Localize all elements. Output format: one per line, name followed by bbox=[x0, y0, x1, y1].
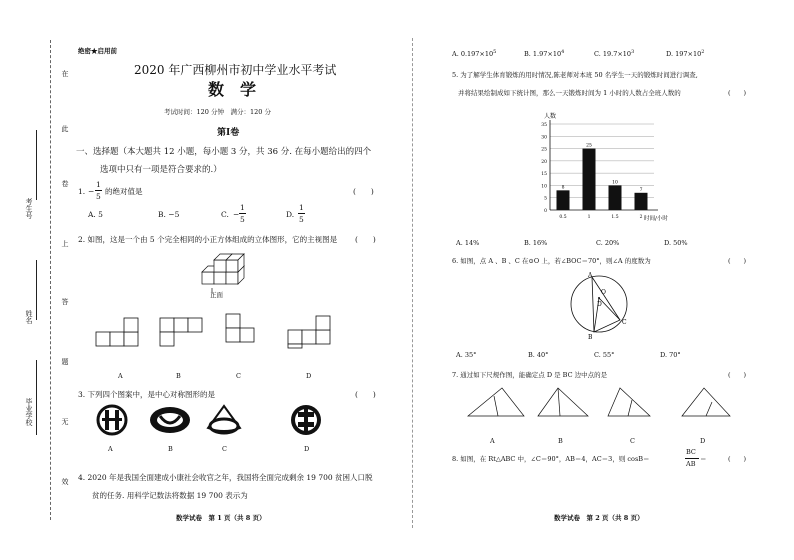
chart-xlabel: 时间/小时 bbox=[644, 216, 668, 222]
chart-ylabel: 人数 bbox=[544, 113, 557, 120]
q4-option-d[interactable]: D. $197\times 10^2$ bbox=[666, 49, 705, 59]
q5-option-d[interactable]: D. 50% bbox=[664, 239, 688, 247]
q1-frac-num: 1 bbox=[96, 180, 101, 189]
q5-option-c[interactable]: C. 20% bbox=[596, 239, 620, 247]
page-divider bbox=[412, 38, 413, 528]
section-heading-cont: 选项中只有一项是符合要求的.） bbox=[100, 165, 222, 175]
q4-options bbox=[452, 46, 752, 60]
q2-option-d[interactable]: D bbox=[306, 372, 312, 380]
cube-solid-figure bbox=[190, 250, 270, 298]
seal-char: 在 bbox=[61, 70, 69, 77]
q4-option-a[interactable]: A. $0.197\times 10^5$ bbox=[452, 49, 497, 59]
name-field[interactable] bbox=[36, 260, 37, 320]
question-5-text-cont: 并将结果绘制成如下统计图，那么一天锻炼时间为 1 小时的人数占全班人数的 bbox=[458, 89, 681, 97]
y-tick-label: 25 bbox=[541, 147, 547, 153]
question-1: 1. − 1 5 的绝对值是 ( ) A. 5 B. −5 C. − 1 5 D. 1 5 bbox=[78, 180, 374, 224]
answer-paren: ( ) bbox=[353, 187, 374, 196]
q2-option-a[interactable]: A bbox=[118, 372, 123, 380]
q7-option-a[interactable]: A bbox=[490, 437, 495, 445]
q3-option-c[interactable]: C bbox=[222, 445, 227, 453]
volume-title: 第Ⅰ卷 bbox=[217, 128, 240, 138]
symbol-b-icon bbox=[150, 407, 190, 433]
q7-option-b[interactable]: B bbox=[558, 437, 563, 445]
binding-line bbox=[50, 40, 51, 520]
bar bbox=[557, 190, 570, 210]
q5-option-b[interactable]: B. 16% bbox=[524, 239, 548, 247]
q7-option-c[interactable]: C bbox=[630, 437, 635, 445]
x-tick-label: 1 bbox=[587, 215, 591, 220]
seal-char: 上 bbox=[61, 240, 69, 247]
q5-option-a[interactable]: A. 14% bbox=[456, 239, 480, 247]
seal-char: 题 bbox=[61, 358, 69, 365]
answer-paren: ( ) bbox=[355, 390, 376, 399]
answer-paren: ( ) bbox=[355, 235, 376, 244]
question-4-text-cont: 贫的任务. 用科学记数法将数据 19 700 表示为 bbox=[92, 491, 248, 500]
y-tick-label: 30 bbox=[541, 135, 547, 141]
q4-option-c[interactable]: C. $19.7\times 10^3$ bbox=[594, 49, 635, 59]
section-heading: 一、选择题（本大题共 12 小题，每小题 3 分，共 36 分. 在每小题给出的四个 bbox=[76, 147, 372, 157]
q8-frac-den: AB bbox=[686, 460, 696, 468]
y-tick-label: 5 bbox=[544, 196, 547, 202]
question-8-text: 8. 如图，在 Rt△ABC 中，∠C＝90°，AB＝4，AC＝3，则 cosB＝ bbox=[452, 455, 650, 463]
symbol-d-icon bbox=[291, 405, 321, 435]
y-tick-label: 35 bbox=[541, 123, 547, 128]
q6-option-a[interactable]: A. 35° bbox=[456, 351, 477, 359]
option-d[interactable]: D. 1 5 bbox=[286, 203, 304, 224]
question-6-text: 6. 如图，点 A 、B 、C 在⊙O 上，若∠BOC＝70°，则∠A 的度数为 bbox=[452, 257, 651, 265]
q2-option-c[interactable]: C bbox=[236, 372, 241, 380]
symbol-a-icon bbox=[98, 406, 126, 434]
question-4-text: 4. 2020 年是我国全面建成小康社会收官之年，我国将全面完成剩余 19 700 贫困人口脱 bbox=[78, 473, 373, 482]
question-3-text: 3. 下列四个图案中，是中心对称图形的是 bbox=[78, 390, 216, 399]
q3-option-a[interactable]: A bbox=[108, 445, 113, 453]
answer-paren: ( ) bbox=[728, 455, 747, 463]
question-5-text: 5. 为了解学生体育锻炼的用时情况,陈老师对本班 50 名学生一天的锻炼时间进行调查, bbox=[452, 71, 698, 79]
question-7-text: 7. 通过如下尺规作图，能确定点 D 是 BC 边中点的是 bbox=[452, 371, 608, 379]
option-b[interactable]: B. −5 bbox=[158, 210, 180, 219]
y-tick-label: 20 bbox=[541, 159, 547, 165]
seal-char: 答 bbox=[61, 298, 69, 305]
school-field[interactable] bbox=[36, 360, 37, 435]
svg-text:C: C bbox=[622, 319, 627, 326]
seal-char: 此 bbox=[61, 125, 69, 132]
student-id-field[interactable] bbox=[36, 130, 37, 200]
bar-value-label: 8 bbox=[561, 185, 565, 191]
subject-title: 数 学 bbox=[208, 80, 257, 99]
bar bbox=[635, 193, 648, 210]
page-footer: 数学试卷 第 2 页（共 8 页） bbox=[554, 514, 644, 522]
svg-text:D: D bbox=[597, 301, 602, 308]
front-view-label: 正面 bbox=[210, 291, 223, 299]
q8-equals: ＝ bbox=[700, 455, 707, 463]
q3-option-d[interactable]: D bbox=[304, 445, 310, 453]
x-tick-label: 2 bbox=[639, 215, 643, 220]
q6-option-d[interactable]: D. 70° bbox=[660, 351, 681, 359]
exam-info: 考试时间：120 分钟 满分：120 分 bbox=[164, 108, 271, 116]
circle-geometry-figure bbox=[566, 270, 638, 340]
option-c[interactable]: C. − 1 5 bbox=[221, 203, 245, 224]
seal-char: 效 bbox=[61, 478, 69, 485]
svg-text:B: B bbox=[588, 334, 593, 340]
q4-option-b[interactable]: B. $1.97\times 10^4$ bbox=[524, 49, 565, 59]
x-tick-label: 0.5 bbox=[559, 215, 567, 220]
compass-construction-figures bbox=[460, 382, 740, 428]
page-footer: 数学试卷 第 1 页（共 8 页） bbox=[176, 514, 266, 522]
y-tick-label: 10 bbox=[541, 184, 547, 190]
q2-option-figures bbox=[94, 310, 394, 350]
bar-value-label: 7 bbox=[639, 187, 643, 193]
student-id-label: 考生号 bbox=[25, 198, 33, 219]
school-label: 毕业学校 bbox=[25, 398, 33, 426]
y-tick-label: 0 bbox=[544, 209, 547, 214]
bar-value-label: 25 bbox=[586, 143, 592, 149]
answer-paren: ( ) bbox=[728, 257, 747, 265]
seal-char: 无 bbox=[61, 418, 69, 425]
q7-option-d[interactable]: D bbox=[700, 437, 706, 445]
svg-text:A: A bbox=[588, 272, 593, 279]
name-label: 姓名 bbox=[25, 310, 33, 324]
y-tick-label: 15 bbox=[541, 172, 547, 178]
exam-title: 2020 年广西柳州市初中学业水平考试 bbox=[134, 63, 337, 77]
x-tick-label: 1.5 bbox=[611, 215, 619, 220]
bar bbox=[609, 185, 622, 210]
q3-option-b[interactable]: B bbox=[168, 445, 173, 453]
secret-mark: 绝密★启用前 bbox=[78, 47, 117, 55]
fraction-bar bbox=[685, 458, 699, 459]
exercise-time-bar-chart bbox=[532, 106, 682, 230]
q8-frac-num: BC bbox=[686, 448, 696, 456]
q6-option-b[interactable]: B. 40° bbox=[528, 351, 549, 359]
q1-frac-den: 5 bbox=[96, 192, 101, 201]
seal-char: 卷 bbox=[61, 180, 69, 187]
question-2-text: 2. 如图，这是一个由 5 个完全相同的小正方体组成的立体图形，它的主视图是 bbox=[78, 235, 338, 244]
fraction-bar bbox=[95, 190, 102, 191]
option-a[interactable]: A. 5 bbox=[88, 210, 103, 219]
answer-paren: ( ) bbox=[728, 89, 747, 97]
bar bbox=[583, 149, 596, 210]
q2-option-b[interactable]: B bbox=[176, 372, 181, 380]
symbol-c-icon bbox=[208, 406, 240, 433]
bar-value-label: 10 bbox=[612, 180, 618, 186]
q6-option-c[interactable]: C. 55° bbox=[594, 351, 615, 359]
svg-text:O: O bbox=[601, 289, 606, 296]
answer-paren: ( ) bbox=[728, 371, 747, 379]
q3-symbol-figures bbox=[94, 402, 334, 438]
